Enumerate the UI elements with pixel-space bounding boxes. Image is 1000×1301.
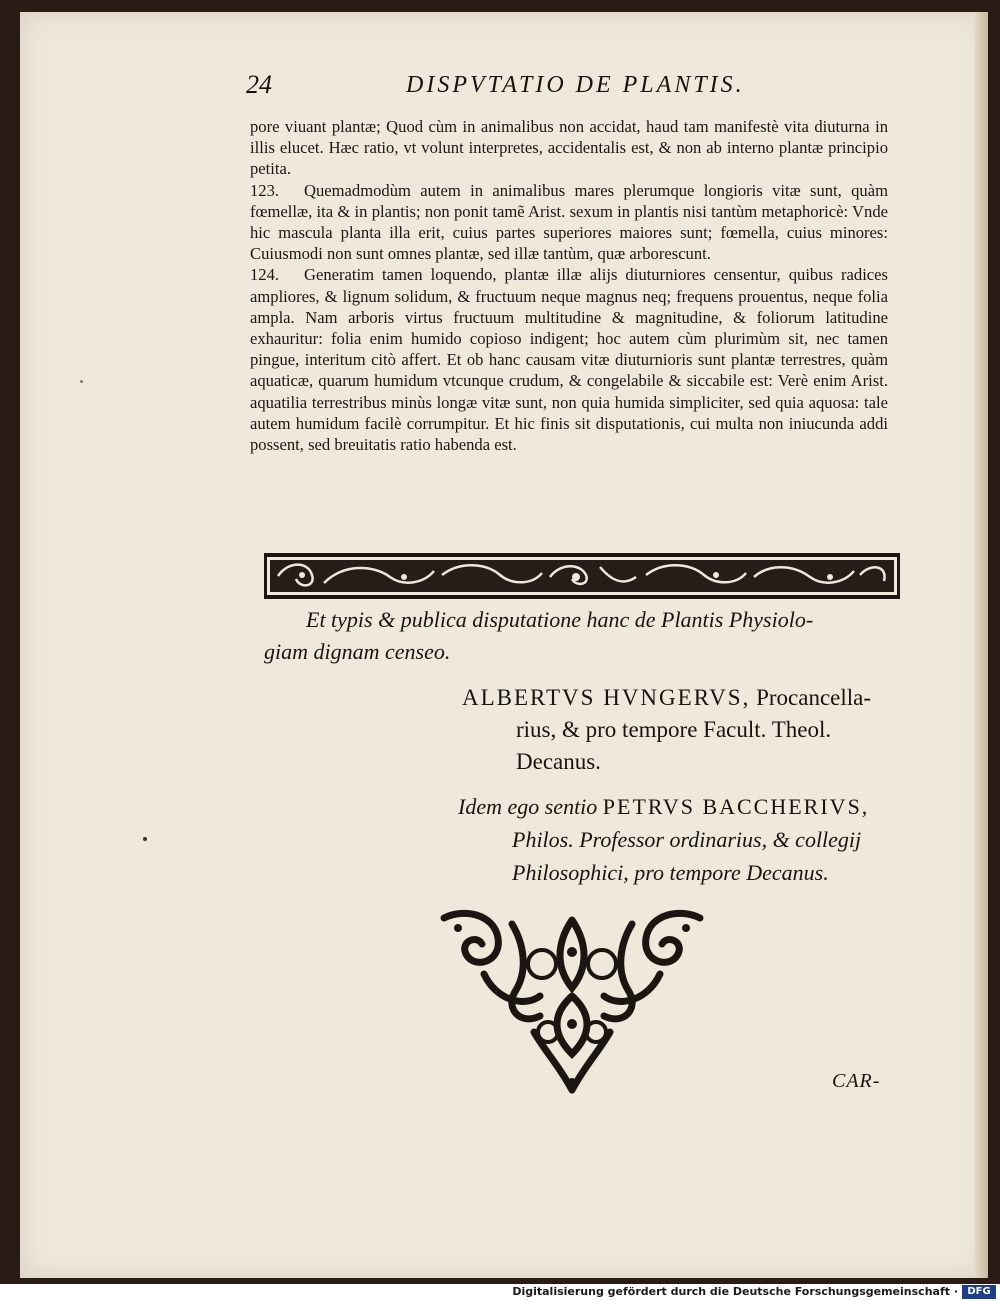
approval-statement xyxy=(264,604,904,668)
signer-title-2: rius, & pro tempore Facult. Theol. xyxy=(516,717,832,742)
signature-baccherius xyxy=(458,790,918,889)
paragraph-124 xyxy=(250,264,888,455)
page-edge xyxy=(974,12,988,1278)
footer-credit: Digitalisierung gefördert durch die Deutsche Forschungsgemeinschaft · xyxy=(512,1285,958,1298)
body-text xyxy=(250,116,888,455)
paragraph-text: Generatim tamen loquendo, plantæ illæ alijs diuturniores censentur, quibus radices ampliores, & lignum solidum, & fructuum neque magnus neq; frequens prouentus, neque folia ampla. Nam arboris virtus fructuum multitudine & magnitudine, & foliorum latitudine exhauritur: folia enim humido copioso indigent; hoc autem cùm plurimùm sit, nec tamen pingue, interitum citò affert. Et ob hanc causam vitæ diuturnioris sunt plantæ terrestres, quàm aquaticæ, quarum humidum vtcunque crudum, & congelabile & siccabile est: Verè enim Arist. aquatilia terrestribus minùs longæ vitæ sunt, non quia humida simpliciter, sed quia aquosa: tale autem humidum facilè corrumpitur. Et hic finis sit disputationis, cui multa non iniucunda addi possent, sed breuitatis ratio habenda est. xyxy=(250,265,888,455)
approval-line-2: giam dignam censeo. xyxy=(264,639,451,664)
paragraph-text: pore viuant plantæ; Quod cùm in animalibus non accidat, haud tam manifestè vita diuturna in illis elucet. Hæc ratio, vt volunt interpretes, accidentalis est, & non ab interno plantæ principio petita. xyxy=(250,117,888,179)
paragraph-number: 124. xyxy=(250,265,280,285)
signer-title-1: Philos. Professor ordinarius, & collegij xyxy=(512,827,862,852)
running-header xyxy=(246,70,786,106)
paragraph-number: 123. xyxy=(250,180,280,200)
digitization-footer xyxy=(0,1284,1000,1301)
page-number: 24 xyxy=(246,70,272,99)
paragraph-text: Quemadmodùm autem in animalibus mares plerumque longioris vitæ sunt, quàm fœmellæ, ita & in plantis; non ponit tamẽ Arist. sexum in plantis nisi tantùm metaphoricè: Vnde hic mascula planta illa erit, cuius partes superiores maiores sunt; fœmella, cuius minores: Cuiusmodi non sunt omnes plantæ, sed illæ tantùm, quæ arborescunt. xyxy=(250,180,888,264)
approval-line-1: Et typis & publica disputatione hanc de Plantis Physiolo- xyxy=(306,607,814,632)
ornamental-band-icon xyxy=(264,553,900,599)
signer-name: ALBERTVS HVNGERVS, xyxy=(462,685,751,710)
ink-speck xyxy=(143,837,147,841)
dfg-logo[interactable]: DFG xyxy=(962,1285,996,1299)
signer-prefix: Idem ego sentio xyxy=(458,794,598,819)
paragraph-123 xyxy=(250,180,888,265)
paper-speck xyxy=(80,380,83,383)
signature-hungerus xyxy=(462,682,922,778)
paragraph-continued xyxy=(250,116,888,180)
catchword: CAR- xyxy=(832,1070,881,1092)
signer-name: PETRVS BACCHERIVS, xyxy=(602,794,870,819)
fleuron-tailpiece-icon xyxy=(424,904,720,1100)
signer-title-2: Philosophici, pro tempore Decanus. xyxy=(512,860,829,885)
running-title: DISPVTATIO DE PLANTIS. xyxy=(406,72,745,98)
signer-title-3: Decanus. xyxy=(516,749,601,774)
signer-title-1: Procancella- xyxy=(756,685,872,710)
